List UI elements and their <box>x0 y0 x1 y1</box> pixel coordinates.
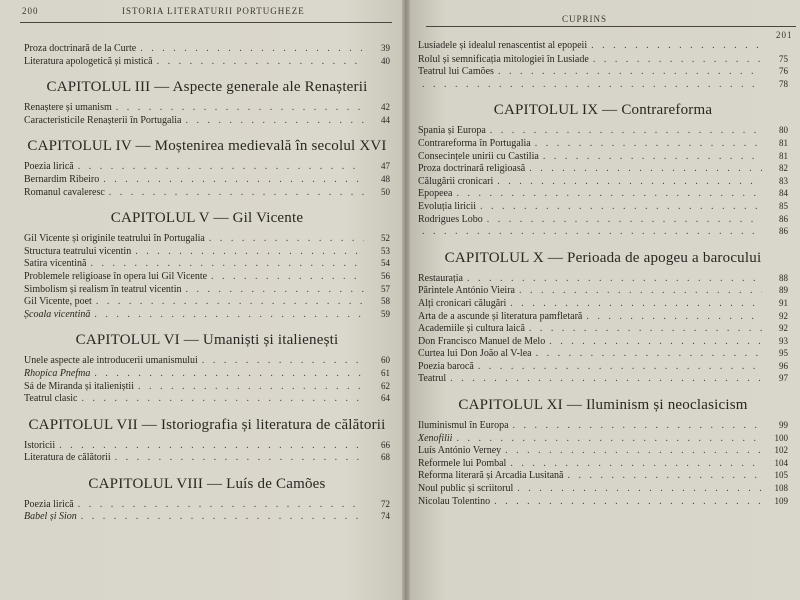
toc-entry-page: 44 <box>381 114 390 125</box>
toc-entry <box>418 297 788 310</box>
toc-entry <box>418 444 788 457</box>
toc-entry-page: 72 <box>381 498 390 509</box>
toc-entry-title: Proza doctrinară de la Curte <box>24 43 137 54</box>
toc-entry-title: Istoricii <box>24 439 56 451</box>
toc-entry-page: 104 <box>774 457 788 468</box>
toc-entry <box>418 213 788 226</box>
dot-leader <box>543 151 762 164</box>
dot-leader <box>109 187 364 200</box>
toc-entry-page: 86 <box>779 213 788 224</box>
toc-entry-title: Noul public și scriitorul <box>418 483 514 495</box>
toc-entry-page: 42 <box>381 102 390 113</box>
toc-entry-title: Teatrul lui Camões <box>418 66 494 78</box>
toc-entry-title: Lusíadele și idealul renascentist al epopeii <box>418 40 588 51</box>
toc-entry-page: 95 <box>779 348 788 359</box>
toc-entry-title: Arta de a ascunde și literatura pamfletară <box>418 310 583 322</box>
toc-entry-title: Rhopica Pnefma <box>24 367 91 379</box>
dot-leader <box>116 102 364 115</box>
toc-entry-page: 91 <box>779 297 788 308</box>
toc-entry-title: Caracteristicile Renașterii în Portugalia <box>24 114 182 126</box>
toc-entry <box>24 173 390 186</box>
toc-entry-page: 75 <box>779 53 788 64</box>
dot-leader <box>115 452 364 465</box>
dot-leader <box>536 348 762 361</box>
toc-entry-page: 85 <box>779 200 788 211</box>
toc-entry-title: Problemele religioase în opera lui Gil Vicente <box>24 270 208 282</box>
dot-leader <box>497 176 762 189</box>
dot-leader <box>103 174 364 187</box>
toc-entry-page: 78 <box>779 78 788 89</box>
chapter-heading: CAPITOLUL X — Perioada de apogeu a barocului <box>444 249 762 266</box>
toc-entry-page: 105 <box>774 470 788 481</box>
dot-leader <box>519 285 762 298</box>
toc-entry-title: Unele aspecte ale introducerii umanismului <box>24 355 198 367</box>
chapter-heading: CAPITOLUL III — Aspecte generale ale Renașterii <box>46 79 368 96</box>
toc-entry-page: 54 <box>381 258 390 269</box>
chapter-heading: CAPITOLUL V — Gil Vicente <box>110 210 304 227</box>
dot-leader <box>487 214 762 227</box>
toc-entry-page: 92 <box>779 323 788 334</box>
dot-leader <box>140 43 364 56</box>
toc-entry-page: 102 <box>774 445 788 456</box>
toc-entry-page: 86 <box>779 226 788 237</box>
toc-entry-page: 48 <box>381 173 390 184</box>
toc-entry <box>418 53 788 66</box>
toc-entry-title: Literatura apologetică și mistică <box>24 55 153 67</box>
dot-leader <box>185 284 364 297</box>
header-rule-right <box>426 26 796 27</box>
toc-entry-page: 58 <box>381 296 390 307</box>
dot-leader <box>81 511 364 524</box>
toc-entry-page: 92 <box>779 310 788 321</box>
toc-entry-title: Evoluția liricii <box>418 200 477 212</box>
toc-entry-page: 108 <box>774 483 788 494</box>
dot-leader <box>535 138 762 151</box>
toc-entry <box>418 360 788 373</box>
toc-entry <box>24 354 390 367</box>
toc-entry <box>24 498 390 511</box>
toc-entry-title: Școala vicentină <box>24 308 91 320</box>
toc-entry-title: Iluminismul în Europa <box>418 420 509 432</box>
toc-entry <box>418 200 788 213</box>
dot-leader <box>59 440 364 453</box>
dot-leader <box>494 496 762 509</box>
toc-entry-title: Poezia barocă <box>418 360 474 372</box>
toc-entry-page: 39 <box>381 43 390 53</box>
dot-leader <box>529 163 762 176</box>
toc-entry-title: Simbolism și realism în teatrul vicentin <box>24 283 182 295</box>
toc-entry-title: Spania și Europa <box>418 125 486 137</box>
toc-entry-page: 60 <box>381 355 390 366</box>
toc-entry <box>418 40 788 53</box>
toc-entry <box>418 432 788 445</box>
toc-entry-title: Satira vicentină <box>24 258 87 270</box>
dot-leader <box>96 296 364 309</box>
running-title-left: ISTORIA LITERATURII PORTUGHEZE <box>122 6 305 16</box>
dot-leader <box>422 226 762 239</box>
chapter-heading: CAPITOLUL VII — Istoriografia și literatura de călătorii <box>28 416 386 433</box>
toc-entry-page: 84 <box>779 188 788 199</box>
toc-entry <box>24 510 390 523</box>
dot-leader <box>510 298 762 311</box>
toc-entry <box>418 457 788 470</box>
toc-entry <box>418 419 788 432</box>
toc-entry-page: 76 <box>779 66 788 77</box>
toc-entry <box>24 101 390 114</box>
dot-leader <box>456 188 762 201</box>
toc-entry <box>24 308 390 321</box>
toc-entry <box>418 150 788 163</box>
dot-leader <box>202 355 364 368</box>
toc-entry <box>418 162 788 175</box>
dot-leader <box>591 40 762 53</box>
dot-leader <box>510 458 762 471</box>
toc-entry-page: 53 <box>381 245 390 256</box>
toc-entry-title: Babel și Sion <box>24 511 77 523</box>
toc-entry-title: Consecințele unirii cu Castilia <box>418 150 539 162</box>
toc-entry <box>418 372 788 385</box>
dot-leader <box>480 201 762 214</box>
chapter-heading: CAPITOLUL XI — Iluminism și neoclasicism <box>458 397 748 414</box>
running-title-right: CUPRINS <box>562 14 608 24</box>
toc-entry-page: 57 <box>381 283 390 294</box>
dot-leader <box>586 311 762 324</box>
toc-entry-page: 83 <box>779 175 788 186</box>
toc-entry <box>418 469 788 482</box>
toc-entry-page: 96 <box>779 360 788 371</box>
dot-leader <box>157 56 364 69</box>
toc-entry <box>418 272 788 285</box>
toc-entry-page: 81 <box>779 137 788 148</box>
header-rule-left <box>20 22 392 23</box>
toc-entry <box>418 335 788 348</box>
toc-entry <box>418 65 788 78</box>
toc-entry-title: Romanul cavaleresc <box>24 186 105 198</box>
toc-entry-title: Xenofilii <box>418 432 453 444</box>
dot-leader <box>185 115 364 128</box>
toc-entry-title: Curtea lui Don João al V-lea <box>418 348 532 360</box>
toc-entry-page: 56 <box>381 270 390 281</box>
toc-entry <box>418 137 788 150</box>
toc-entry <box>24 114 390 127</box>
toc-right <box>418 40 788 507</box>
toc-entry <box>24 257 390 270</box>
toc-entry-title: Don Francisco Manuel de Melo <box>418 335 546 347</box>
toc-entry <box>24 55 390 68</box>
toc-entry-title: Poezia lirică <box>24 161 74 173</box>
toc-entry <box>24 283 390 296</box>
dot-leader <box>549 336 762 349</box>
dot-leader <box>138 381 364 394</box>
toc-entry-title: Părintele António Vieira <box>418 285 515 297</box>
toc-entry-title: Nicolau Tolentino <box>418 495 491 507</box>
dot-leader <box>498 66 762 79</box>
dot-leader <box>593 54 762 67</box>
toc-entry <box>418 495 788 508</box>
dot-leader <box>467 273 762 286</box>
toc-entry-page: 89 <box>779 285 788 296</box>
toc-entry <box>24 245 390 258</box>
dot-leader <box>517 483 762 496</box>
dot-leader <box>422 79 762 92</box>
page-number-left: 200 <box>22 6 39 16</box>
dot-leader <box>94 309 364 322</box>
toc-entry-page: 99 <box>779 420 788 431</box>
toc-entry-page: 88 <box>779 272 788 283</box>
dot-leader <box>94 368 364 381</box>
right-page <box>406 0 800 600</box>
toc-entry-page: 68 <box>381 452 390 463</box>
dot-leader <box>78 161 364 174</box>
dot-leader <box>211 271 364 284</box>
toc-entry-page: 61 <box>381 367 390 378</box>
toc-entry-title: Alți cronicari călugări <box>418 297 507 309</box>
toc-entry <box>418 347 788 360</box>
toc-entry-title: Teatrul clasic <box>24 393 78 405</box>
toc-entry <box>418 310 788 323</box>
toc-entry-title: Proza doctrinară religioasă <box>418 163 526 175</box>
dot-leader <box>81 393 364 406</box>
toc-entry-page: 81 <box>779 150 788 161</box>
toc-entry <box>24 42 390 55</box>
toc-entry-page: 47 <box>381 161 390 172</box>
toc-entry <box>24 392 390 405</box>
dot-leader <box>529 323 762 336</box>
toc-entry-title: Reformele lui Pombal <box>418 457 507 469</box>
toc-entry <box>24 160 390 173</box>
toc-entry-title: Renaștere și umanism <box>24 102 112 114</box>
toc-entry <box>24 439 390 452</box>
dot-leader <box>478 361 762 374</box>
toc-entry-page: 74 <box>381 511 390 522</box>
toc-entry-page: 64 <box>381 393 390 404</box>
dot-leader <box>450 373 762 386</box>
toc-entry-page: 59 <box>381 308 390 319</box>
dot-leader <box>568 470 763 483</box>
chapter-heading: CAPITOLUL VI — Umaniști și italienești <box>75 332 339 349</box>
toc-entry-title: Rolul și semnificația mitologiei în Lusiade <box>418 53 589 65</box>
toc-entry <box>24 380 390 393</box>
toc-entry <box>418 322 788 335</box>
toc-entry-title: Sá de Miranda și italieniștii <box>24 380 134 392</box>
toc-entry-title: Gil Vicente și originile teatrului în Portugalia <box>24 233 205 245</box>
toc-entry <box>24 270 390 283</box>
toc-entry-page: 82 <box>779 163 788 174</box>
toc-entry-page: 40 <box>381 55 390 66</box>
toc-entry-page: 62 <box>381 380 390 391</box>
toc-entry-page: 100 <box>774 432 788 443</box>
toc-entry-title: Poezia lirică <box>24 498 74 510</box>
toc-entry-page: 66 <box>381 439 390 450</box>
toc-entry-title: Luís António Verney <box>418 445 502 457</box>
dot-leader <box>505 445 762 458</box>
toc-entry-page: 93 <box>779 335 788 346</box>
dot-leader <box>490 125 762 138</box>
toc-left <box>24 42 390 523</box>
toc-entry <box>24 367 390 380</box>
dot-leader <box>78 499 364 512</box>
toc-entry <box>418 175 788 188</box>
chapter-heading: CAPITOLUL IX — Contrareforma <box>493 102 713 119</box>
toc-entry <box>418 225 788 238</box>
toc-entry-title: Rodrigues Lobo <box>418 213 483 225</box>
toc-entry <box>418 284 788 297</box>
toc-entry <box>418 78 788 91</box>
book-spine <box>402 0 410 600</box>
toc-entry <box>24 186 390 199</box>
toc-entry-page: 97 <box>779 373 788 384</box>
dot-leader <box>90 258 364 271</box>
toc-entry-page: 80 <box>779 125 788 136</box>
toc-entry-title: Călugării cronicari <box>418 175 494 187</box>
toc-entry-title: Bernardim Ribeiro <box>24 173 100 185</box>
toc-entry <box>418 482 788 495</box>
toc-entry-title: Reforma literară și Arcadia Lusitană <box>418 470 564 482</box>
toc-entry-page: 50 <box>381 186 390 197</box>
toc-entry-title: Teatrul <box>418 373 447 385</box>
toc-entry <box>24 295 390 308</box>
toc-entry <box>418 124 788 137</box>
dot-leader <box>209 233 364 246</box>
toc-entry <box>418 187 788 200</box>
toc-entry-title: Contrareforma în Portugalia <box>418 137 531 149</box>
chapter-heading: CAPITOLUL IV — Moștenirea medievală în secolul XVI <box>27 138 387 155</box>
chapter-heading: CAPITOLUL VIII — Luís de Camões <box>88 475 326 492</box>
toc-entry-title: Restaurația <box>418 272 463 284</box>
toc-entry-title: Structura teatrului vicentin <box>24 245 132 257</box>
toc-entry-title: Epopeea <box>418 188 453 200</box>
toc-entry-title: Academiile și cultura laică <box>418 323 525 335</box>
toc-entry-title: Gil Vicente, poet <box>24 296 92 308</box>
dot-leader <box>135 246 364 259</box>
toc-entry-title: Literatura de călătorii <box>24 452 111 464</box>
toc-entry-page: 109 <box>774 495 788 506</box>
toc-entry <box>24 451 390 464</box>
dot-leader <box>456 433 762 446</box>
dot-leader <box>513 420 762 433</box>
toc-entry <box>24 232 390 245</box>
page-number-right: 201 <box>776 30 793 40</box>
toc-entry-page: 52 <box>381 233 390 244</box>
